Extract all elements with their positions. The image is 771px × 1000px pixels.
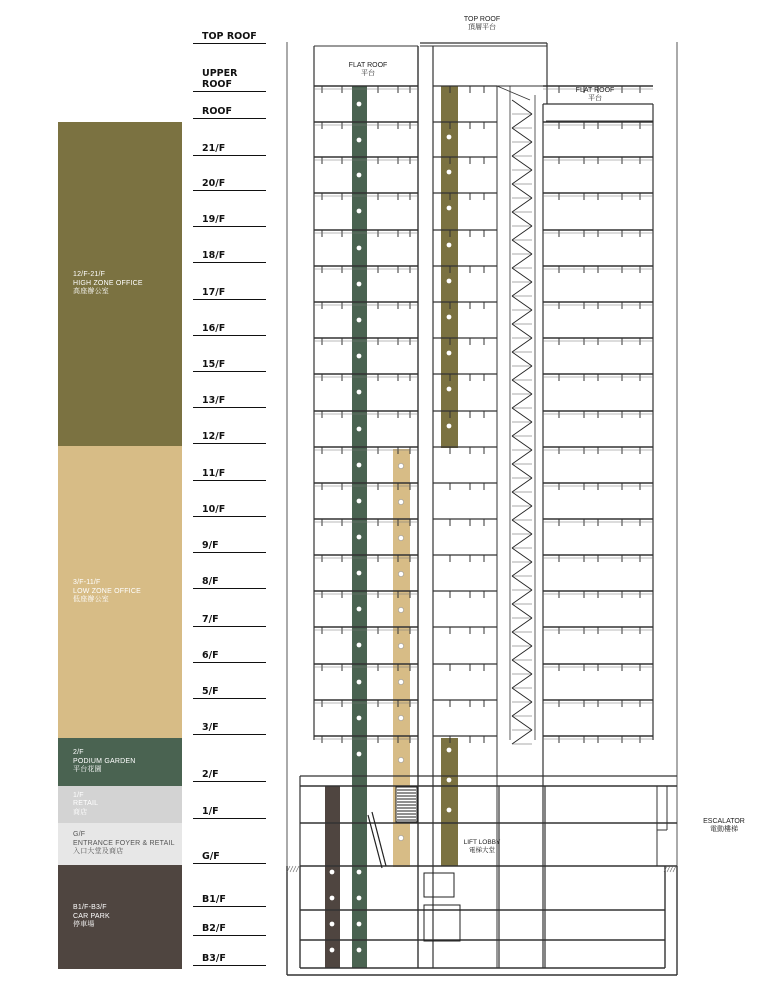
basement-box xyxy=(424,873,454,897)
lift-dot xyxy=(330,948,335,953)
floor-label: 9/F xyxy=(193,540,266,553)
section-line xyxy=(290,866,293,872)
floor-label: TOP ROOF xyxy=(193,31,266,44)
lift-dot xyxy=(357,354,362,359)
lift-dot xyxy=(357,870,362,875)
lift-dot xyxy=(398,535,403,540)
lift-dot xyxy=(357,607,362,612)
floor-label: 6/F xyxy=(193,650,266,663)
lift-dot xyxy=(398,679,403,684)
lift-dot xyxy=(447,206,452,211)
lift-dot xyxy=(357,427,362,432)
lift-dot xyxy=(357,922,362,927)
section-line xyxy=(512,492,532,506)
floor-label: 15/F xyxy=(193,359,266,372)
podium-core xyxy=(441,738,458,866)
floor-label: 19/F xyxy=(193,214,266,227)
zone-high-office: 12/F-21/F HIGH ZONE OFFICE 高座辦公室 xyxy=(58,122,182,446)
section-line xyxy=(512,142,532,156)
section-line xyxy=(512,156,532,170)
lift-dot xyxy=(447,424,452,429)
section-line xyxy=(512,520,532,534)
floor-label: 8/F xyxy=(193,576,266,589)
floor-label: 3/F xyxy=(193,722,266,735)
zone-entrance-foyer: G/F ENTRANCE FOYER & RETAIL 入口大堂及商店 xyxy=(58,823,182,865)
lift-dot xyxy=(398,757,403,762)
lift-dot xyxy=(330,896,335,901)
section-line xyxy=(512,310,532,324)
section-line xyxy=(667,866,670,872)
section-line xyxy=(512,478,532,492)
floor-label: 10/F xyxy=(193,504,266,517)
lift-dot xyxy=(447,135,452,140)
section-line xyxy=(512,436,532,450)
section-line xyxy=(497,86,530,100)
floor-label: 7/F xyxy=(193,614,266,627)
lift-dot xyxy=(357,752,362,757)
lift-dot xyxy=(357,571,362,576)
section-line xyxy=(512,184,532,198)
lift-dot xyxy=(357,499,362,504)
section-line xyxy=(512,688,532,702)
section-line xyxy=(512,576,532,590)
section-line xyxy=(512,730,532,744)
section-line xyxy=(512,450,532,464)
floor-label: 11/F xyxy=(193,468,266,481)
lift-dot xyxy=(447,748,452,753)
lift-dot xyxy=(357,948,362,953)
floor-label: G/F xyxy=(193,851,266,864)
lift-dot xyxy=(357,102,362,107)
floor-label: 17/F xyxy=(193,287,266,300)
section-line xyxy=(512,366,532,380)
section-line xyxy=(512,128,532,142)
zone-podium-garden: 2/F PODIUM GARDEN 平台花園 xyxy=(58,738,182,786)
floor-label: 12/F xyxy=(193,431,266,444)
section-line xyxy=(512,324,532,338)
floor-label: B2/F xyxy=(193,923,266,936)
section-line xyxy=(512,282,532,296)
top-roof-label: TOP ROOF 頂層平台 xyxy=(463,16,501,31)
floor-label: 20/F xyxy=(193,178,266,191)
section-line xyxy=(512,114,532,128)
lift-dot xyxy=(398,643,403,648)
lift-dot xyxy=(398,715,403,720)
floor-label: 13/F xyxy=(193,395,266,408)
lift-dot xyxy=(447,387,452,392)
lift-dot xyxy=(357,173,362,178)
section-line xyxy=(512,226,532,240)
lift-dot xyxy=(357,318,362,323)
lift-dot xyxy=(330,870,335,875)
floor-label: 2/F xyxy=(193,769,266,782)
lift-dot xyxy=(357,680,362,685)
section-line xyxy=(296,866,299,872)
lift-dot xyxy=(357,716,362,721)
lift-dot xyxy=(330,922,335,927)
lift-dot xyxy=(357,643,362,648)
lift-lobby-label: LIFT LOBBY 電梯大堂 xyxy=(463,839,501,854)
lift-dot xyxy=(398,835,403,840)
lift-dot xyxy=(357,138,362,143)
section-line xyxy=(293,866,296,872)
lift-dot xyxy=(447,808,452,813)
section-line xyxy=(512,562,532,576)
floor-label: 18/F xyxy=(193,250,266,263)
section-line xyxy=(512,338,532,352)
floor-label: ROOF xyxy=(193,106,266,119)
section-line xyxy=(512,660,532,674)
section-line xyxy=(512,548,532,562)
section-line xyxy=(512,716,532,730)
escalator-label: ESCALATOR 電動樓梯 xyxy=(703,818,745,833)
floor-label: B1/F xyxy=(193,894,266,907)
flat-roof-right-label: FLAT ROOF 平台 xyxy=(575,87,615,102)
lift-dot xyxy=(447,170,452,175)
floor-label: 16/F xyxy=(193,323,266,336)
lift-dot xyxy=(357,246,362,251)
section-line xyxy=(512,268,532,282)
section-line xyxy=(512,394,532,408)
lift-dot xyxy=(398,463,403,468)
section-line xyxy=(512,422,532,436)
section-line xyxy=(512,212,532,226)
section-line xyxy=(512,100,532,114)
lift-dot xyxy=(447,351,452,356)
lift-dot xyxy=(357,896,362,901)
section-line xyxy=(512,618,532,632)
zone-retail: 1/F RETAIL 商店 xyxy=(58,786,182,823)
lift-dot xyxy=(357,390,362,395)
section-line xyxy=(512,296,532,310)
floor-label: 5/F xyxy=(193,686,266,699)
lift-dot xyxy=(357,282,362,287)
section-line xyxy=(512,534,532,548)
lift-dot xyxy=(357,209,362,214)
section-line xyxy=(512,408,532,422)
lift-dot xyxy=(447,778,452,783)
section-line xyxy=(512,604,532,618)
floor-label: UPPER ROOF xyxy=(193,68,266,92)
section-line xyxy=(670,866,673,872)
section-line xyxy=(512,198,532,212)
section-line xyxy=(512,702,532,716)
section-line xyxy=(512,240,532,254)
section-line xyxy=(512,352,532,366)
section-line xyxy=(512,674,532,688)
section-line xyxy=(512,464,532,478)
section-line xyxy=(512,170,532,184)
section-line xyxy=(512,254,532,268)
lift-dot xyxy=(398,571,403,576)
section-line xyxy=(512,590,532,604)
lift-dot xyxy=(357,535,362,540)
section-line xyxy=(512,380,532,394)
section-line xyxy=(512,646,532,660)
section-line xyxy=(512,506,532,520)
green-core xyxy=(352,86,367,968)
section-line xyxy=(673,866,676,872)
floor-label: B3/F xyxy=(193,953,266,966)
lift-dot xyxy=(447,279,452,284)
lift-dot xyxy=(398,607,403,612)
lift-dot xyxy=(398,499,403,504)
flat-roof-left-label: FLAT ROOF 平台 xyxy=(348,62,388,77)
lift-dot xyxy=(357,463,362,468)
lift-dot xyxy=(447,315,452,320)
zone-low-office: 3/F-11/F LOW ZONE OFFICE 低座辦公室 xyxy=(58,446,182,738)
section-line xyxy=(512,632,532,646)
floor-label: 21/F xyxy=(193,143,266,156)
floor-label: 1/F xyxy=(193,806,266,819)
zone-car-park: B1/F-B3/F CAR PARK 停車場 xyxy=(58,865,182,969)
lift-dot xyxy=(447,243,452,248)
